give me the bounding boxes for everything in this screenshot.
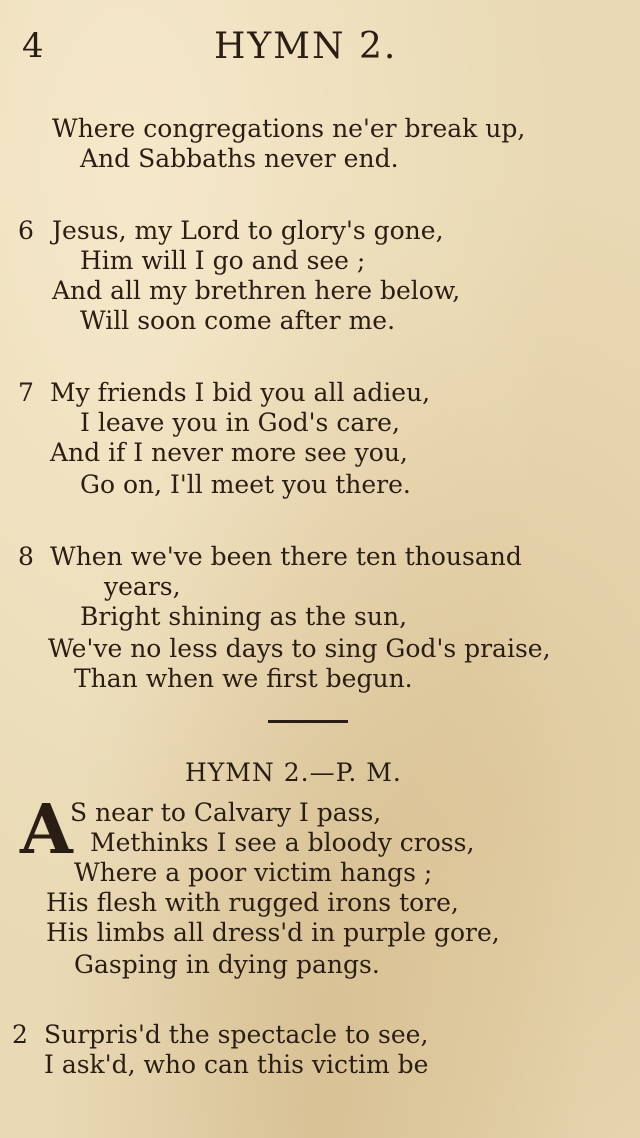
- stanza-line: Than when we first begun.: [74, 664, 413, 693]
- continuation-line: And Sabbaths never end.: [80, 144, 399, 173]
- stanza-line: Surpris'd the spectacle to see,: [44, 1020, 429, 1049]
- stanza-line: Where a poor victim hangs ;: [74, 858, 433, 887]
- stanza-line: My friends I bid you all adieu,: [50, 378, 431, 407]
- stanza-line: And if I never more see you,: [50, 438, 408, 467]
- continuation-line: Where congregations ne'er break up,: [52, 114, 526, 143]
- stanza-line: Him will I go and see ;: [80, 246, 366, 275]
- stanza-line: I leave you in God's care,: [80, 408, 400, 437]
- stanza-number: 8: [18, 542, 34, 571]
- stanza-line: We've no less days to sing God's praise,: [48, 634, 551, 663]
- stanza-line: years,: [104, 572, 181, 601]
- stanza-line: Methinks I see a bloody cross,: [90, 828, 475, 857]
- stanza-number: 6: [18, 216, 34, 245]
- stanza-line: I ask'd, who can this victim be: [44, 1050, 429, 1079]
- page-number: 4: [22, 26, 44, 66]
- section-rule: [268, 720, 348, 723]
- stanza-line: His flesh with rugged irons tore,: [46, 888, 459, 917]
- stanza-line: Go on, I'll meet you there.: [80, 470, 411, 499]
- stanza-line: Jesus, my Lord to glory's gone,: [52, 216, 444, 245]
- stanza-line: Gasping in dying pangs.: [74, 950, 380, 979]
- stanza-line: Will soon come after me.: [80, 306, 396, 335]
- stanza-line: Bright shining as the sun,: [80, 602, 408, 631]
- stanza-line: And all my brethren here below,: [52, 276, 461, 305]
- drop-cap: A: [20, 790, 73, 870]
- stanza-line: His limbs all dress'd in purple gore,: [46, 918, 500, 947]
- stanza-line: When we've been there ten thousand: [50, 542, 522, 571]
- running-head: HYMN 2.: [214, 26, 398, 67]
- stanza-line: S near to Calvary I pass,: [70, 798, 382, 827]
- stanza-number: 2: [12, 1020, 28, 1049]
- stanza-number: 7: [18, 378, 34, 407]
- hymn-title: HYMN 2.—P. M.: [185, 758, 402, 787]
